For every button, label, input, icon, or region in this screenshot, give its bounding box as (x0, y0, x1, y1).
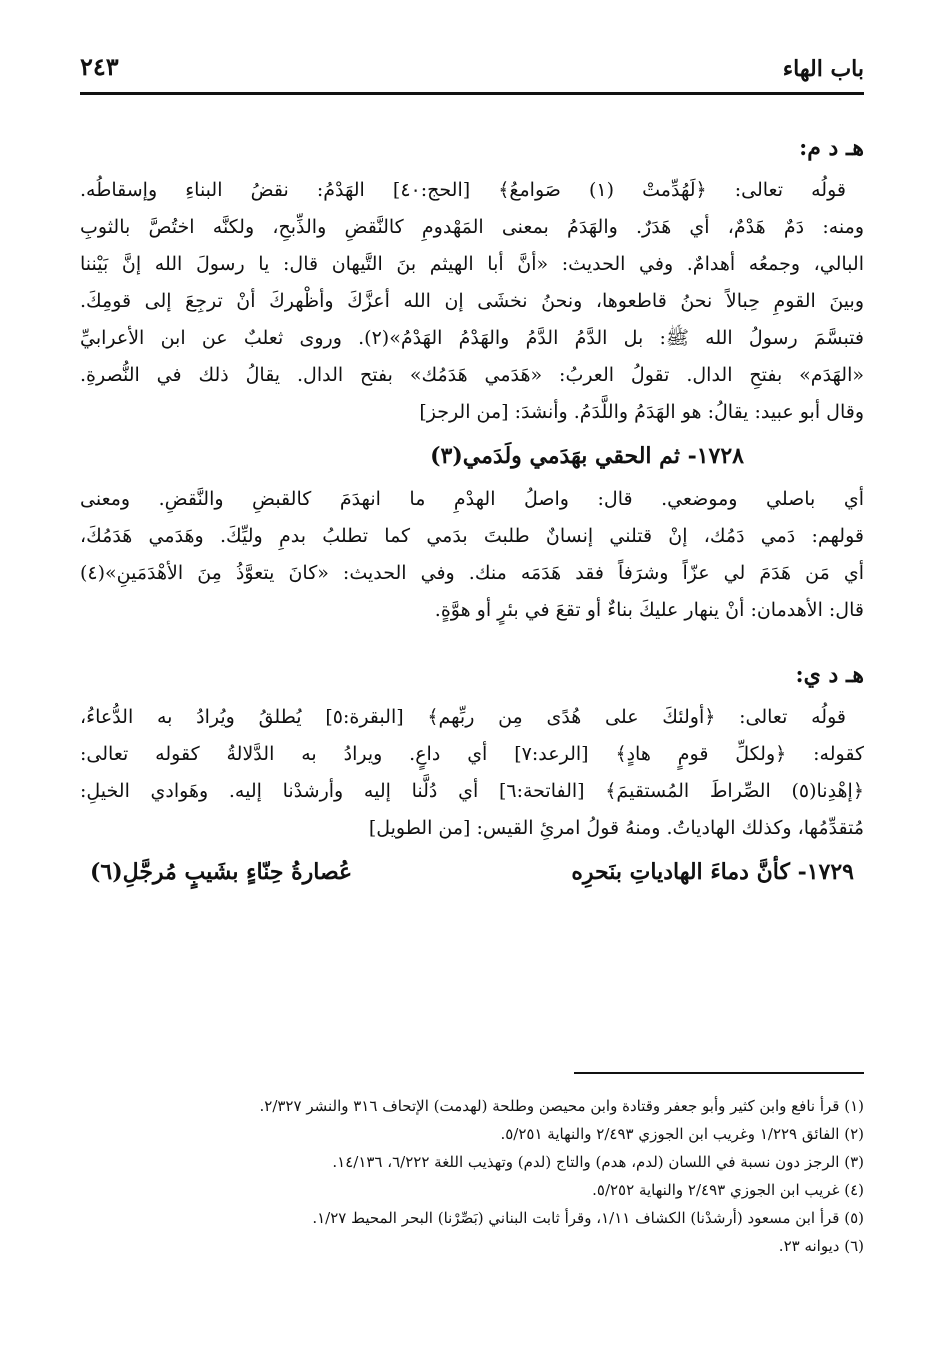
text-line: وقال أبو عبيد: يقالُ: هو الهَدَمُ واللَّدَمُ. وأنشدَ: [من الرجز] (419, 401, 864, 423)
footnote-item: (٦) ديوانه ٢٣. (778, 1237, 864, 1255)
footnote-item: (٤) غريب ابن الجوزي ٢/٤٩٣ والنهاية ٥/٢٥٢. (592, 1181, 864, 1199)
footnote-item: (٥) قرأ ابن مسعود (أرشدْنا) الكشاف ١/١١، وقرأ ثابت البناني (بَصِّرْنا) البحر المحيط ١/٢٧. (312, 1209, 864, 1227)
text-line: كقوله: ﴿ولكلِّ قومٍ هادٍ﴾ [الرعد:٧] أي داعٍ. ويرادُ به الدَّلالةُ كقوله تعالى: (80, 743, 864, 765)
text-line: قولُه تعالى: ﴿لَهُدِّمتْ (١) صَوامعُ﴾ [الحج:٤٠] الهَدْمُ: نقضُ البناءِ وإسقاطُه. (80, 179, 846, 201)
text-line: أي مَن هَدَمَ لي عزّاً وشرَفاً فقد هَدَمَه منك. وفي الحديث: «كانَ يتعوَّذُ مِنَ الأهْدَمَينِ»(٤) (80, 562, 864, 584)
text-line: قال: الأهدمان: أنْ ينهار عليكَ بناءٌ أو تقعَ في بئرٍ أو هوَّةٍ. (434, 599, 864, 621)
text-line: فتبسَّمَ رسولُ الله ﷺ: بل الدَّمُ الدَّمُ والهَدْمُ الهَدْمُ»(٢). وروى ثعلبٌ عن ابن الأعرابيِّ (80, 327, 864, 349)
text-line: قولُه تعالى: ﴿أولئكَ على هُدًى مِن ربِّهم﴾ [البقرة:٥] يُطلقُ ويُرادُ به الدُّعاءُ، (80, 706, 846, 728)
text-line: «الهَدَم» بفتحِ الدال. تقولُ العربُ: «هَدَمي هَدَمُك» بفتح الدال. يقالُ ذلك في النُّصرةِ. (80, 364, 864, 386)
footnote-item: (٢) الفائق ١/٢٢٩ وغريب ابن الجوزي ٢/٤٩٣ والنهاية ٥/٢٥١. (500, 1125, 864, 1143)
text-line: قولهم: دَمي دَمُك، إنْ قتلني إنسانٌ طلبتَ بدَمي كما تطلبُ بدمِ وليِّكَ. وهَدَمي هَدَمُكَ، (80, 525, 864, 547)
entry-heading-hdy: هـ د ي: (795, 662, 864, 688)
verse-1729 (80, 847, 864, 897)
entry-heading-hdm: هـ د م: (799, 135, 864, 161)
chapter-title: باب الهاء (782, 56, 864, 82)
text-line: البالي، وجمعُه أهدامٌ. وفي الحديث: «أنَّ أبا الهيثم بنَ التَّيهان قال: يا رسولَ الله إنَّ بَيْننا (80, 253, 864, 275)
text-line: ومنه: دَمٌ هَدْمٌ، أي هَدَرٌ. والهَدَمُ بمعنى المَهْدومِ كالنَّقضِ والذِّبحِ، ولكنَّه اختُصَّ بالثوبِ (80, 216, 864, 238)
footnote-divider (574, 1072, 864, 1074)
page-header (80, 48, 864, 95)
footnote-item: (٣) الرجز دون نسبة في اللسان (لدم، هدم) والتاج (لدم) وتهذيب اللغة ٦/٢٢٢، ١٤/١٣٦. (332, 1153, 864, 1171)
page-number: ٢٤٣ (80, 52, 119, 81)
text-line: وبينَ القومِ حِبالاً نحنُ قاطعوها، ونحنُ نخشَى إن الله أعزَّكَ وأظْهركَ أنْ ترجِعَ إلى قومِكَ. (80, 290, 864, 312)
verse-hemistich-second: عُصارةُ حِنّاءٍ بشَيبٍ مُرجَّلِ(٦) (90, 859, 353, 885)
verse-hemistich-first: ١٧٢٩- كأنَّ دماءَ الهادياتِ بنَحرِه (571, 859, 854, 885)
footnote-item: (١) قرأ نافع وابن كثير وأبو جعفر وقتادة وابن محيصن وطلحة (لهدمت) الإتحاف ٣١٦ والنشر ٢/٣٢٧. (259, 1097, 864, 1115)
section-gap (80, 629, 864, 655)
text-line: أي باصلي وموضعي. قال: واصلُ الهدْمِ ما انهدَمَ كالقبضِ والنَّقضِ. ومعنى (80, 488, 864, 510)
main-text (80, 128, 864, 897)
text-line: مُتقدِّمُها، وكذلك الهادياتُ. ومنهُ قولُ امرئِ القيس: [من الطويل] (368, 817, 864, 839)
text-line: ﴿إهْدِنا(٥) الصِّراطَ المُستقيمَ﴾ [الفاتحة:٦] أي دُلَّنا إليه وأرشدْنا إليه. وهَوادي الخيلِ: (80, 780, 864, 802)
footnotes (80, 1092, 864, 1260)
verse-1728: ١٧٢٨- ثم الحقي بهَدَمي ولَدَمي(٣) (430, 443, 744, 469)
